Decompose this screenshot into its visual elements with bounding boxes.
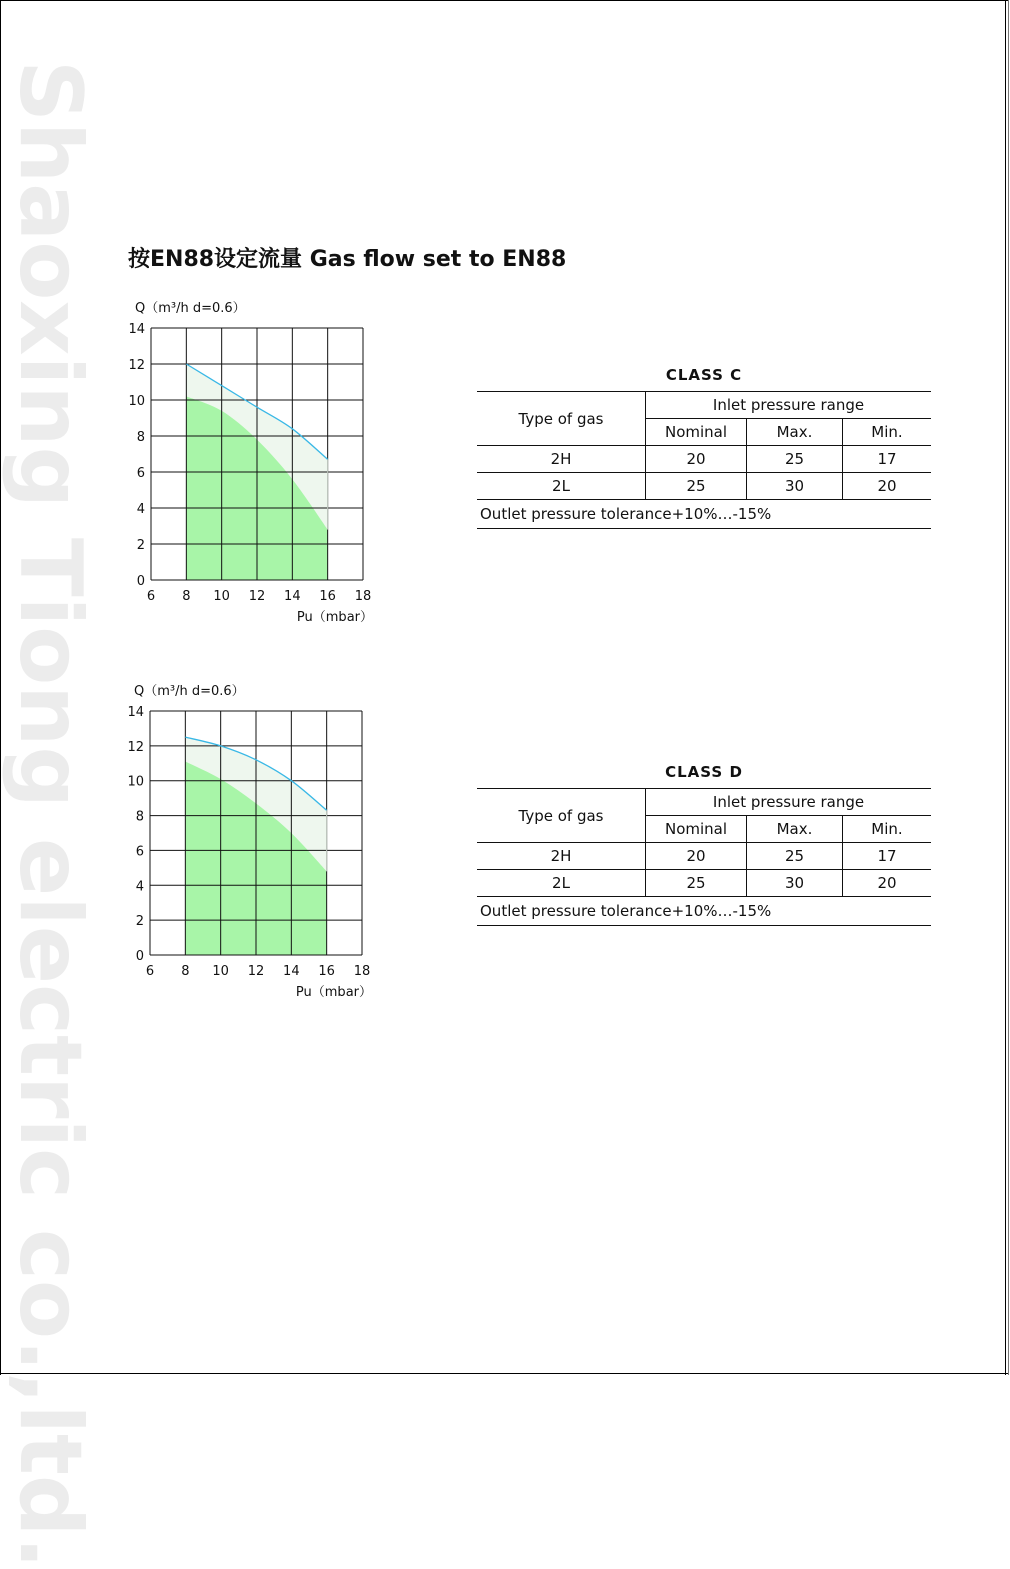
- chart-0-y-tick: 2: [136, 538, 145, 553]
- chart-1-x-tick: 6: [145, 964, 155, 979]
- chart-1-y-tick: 2: [135, 914, 144, 930]
- chart-1-y-tick: 4: [135, 879, 144, 895]
- page-border-right-outer: [1008, 0, 1009, 1375]
- chart-1-x-tick: 12: [247, 964, 265, 979]
- chart-0-x-tick: 16: [319, 589, 336, 604]
- gas-type-cell: 2H: [477, 843, 646, 870]
- chart-1-x-tick: 16: [318, 964, 335, 979]
- chart-0-x-tick: 10: [213, 589, 230, 604]
- company-watermark: Shaoxing Tiong electric co.,ltd.: [0, 60, 100, 1569]
- table-row: [477, 446, 931, 473]
- class-c-title: CLASS C: [665, 366, 743, 384]
- inlet-pressure-header: Inlet pressure range: [646, 392, 932, 419]
- chart-1-upper-line: [185, 737, 326, 810]
- page-title: 按EN88设定流量 Gas flow set to EN88: [128, 247, 567, 272]
- max-cell: 25: [747, 843, 843, 870]
- min-cell: 20: [843, 870, 932, 897]
- chart-1-x-tick: 14: [283, 964, 300, 979]
- min-header: Min.: [843, 419, 932, 446]
- page-border-top: [0, 0, 1008, 1]
- nominal-header: Nominal: [646, 419, 747, 446]
- chart-0-lower-area: [186, 396, 327, 580]
- min-cell: 17: [843, 843, 932, 870]
- chart-1-y-tick: 6: [135, 844, 144, 860]
- chart-1-x-axis-title: Pu（mbar）: [295, 985, 372, 1000]
- chart-0-y-tick: 10: [128, 394, 145, 409]
- chart-0-x-tick: 6: [146, 589, 156, 604]
- chart-1-y-tick: 8: [135, 809, 144, 825]
- gas-type-cell: 2L: [477, 473, 646, 500]
- min-cell: 17: [843, 446, 932, 473]
- chart-0-y-tick: 6: [136, 466, 145, 481]
- gas-type-cell: 2H: [477, 446, 646, 473]
- chart-1-y-tick: 10: [127, 774, 144, 790]
- chart-1-lower-area: [185, 762, 326, 955]
- chart-1-y-axis-title: Q（m³/h d=0.6）: [134, 684, 245, 699]
- inlet-pressure-header: Inlet pressure range: [646, 789, 932, 816]
- nominal-cell: 25: [646, 870, 747, 897]
- table-row: [477, 843, 931, 870]
- nominal-cell: 20: [646, 446, 747, 473]
- gas-type-cell: 2L: [477, 870, 646, 897]
- min-cell: 20: [843, 473, 932, 500]
- class-c-table: [477, 391, 931, 529]
- chart-1-y-tick: 14: [127, 705, 144, 720]
- nominal-header: Nominal: [646, 816, 747, 843]
- max-cell: 25: [747, 446, 843, 473]
- chart-1-x-tick: 8: [181, 964, 190, 979]
- max-header: Max.: [747, 816, 843, 843]
- chart-1-x-tick: 10: [212, 964, 229, 979]
- chart-0-y-tick: 8: [136, 430, 145, 445]
- nominal-cell: 25: [646, 473, 747, 500]
- chart-0-y-axis-title: Q（m³/h d=0.6）: [135, 301, 246, 316]
- outlet-tolerance-note: Outlet pressure tolerance+10%…-15%: [477, 500, 931, 529]
- chart-0-upper-line: [186, 364, 327, 459]
- chart-1-upper-band: [185, 737, 326, 871]
- page-border-right: [1005, 0, 1006, 1375]
- chart-0-x-tick: 8: [182, 589, 191, 604]
- page-border-bottom: [0, 1373, 1008, 1374]
- chart-0-x-tick: 12: [248, 589, 266, 604]
- max-cell: 30: [747, 473, 843, 500]
- table-row: [477, 870, 931, 897]
- chart-0-y-tick: 14: [128, 322, 145, 337]
- chart-0-x-axis-title: Pu（mbar）: [296, 610, 373, 625]
- chart-0-upper-band: [186, 364, 327, 530]
- nominal-cell: 20: [646, 843, 747, 870]
- class-d-title: CLASS D: [665, 763, 743, 781]
- type-of-gas-header: Type of gas: [477, 392, 646, 446]
- chart-0-x-tick: 14: [284, 589, 301, 604]
- min-header: Min.: [843, 816, 932, 843]
- chart-1-y-tick: 0: [135, 949, 144, 964]
- type-of-gas-header: Type of gas: [477, 789, 646, 843]
- chart-0-x-tick: 18: [354, 589, 372, 604]
- max-header: Max.: [747, 419, 843, 446]
- table-row: [477, 473, 931, 500]
- chart-1-x-tick: 18: [353, 964, 371, 979]
- chart-0-y-tick: 4: [136, 502, 145, 517]
- class-d-table: [477, 788, 931, 926]
- chart-1-y-tick: 12: [127, 739, 144, 755]
- chart-0-y-tick: 0: [136, 574, 145, 589]
- outlet-tolerance-note: Outlet pressure tolerance+10%…-15%: [477, 897, 931, 926]
- max-cell: 30: [747, 870, 843, 897]
- chart-0-y-tick: 12: [128, 358, 145, 373]
